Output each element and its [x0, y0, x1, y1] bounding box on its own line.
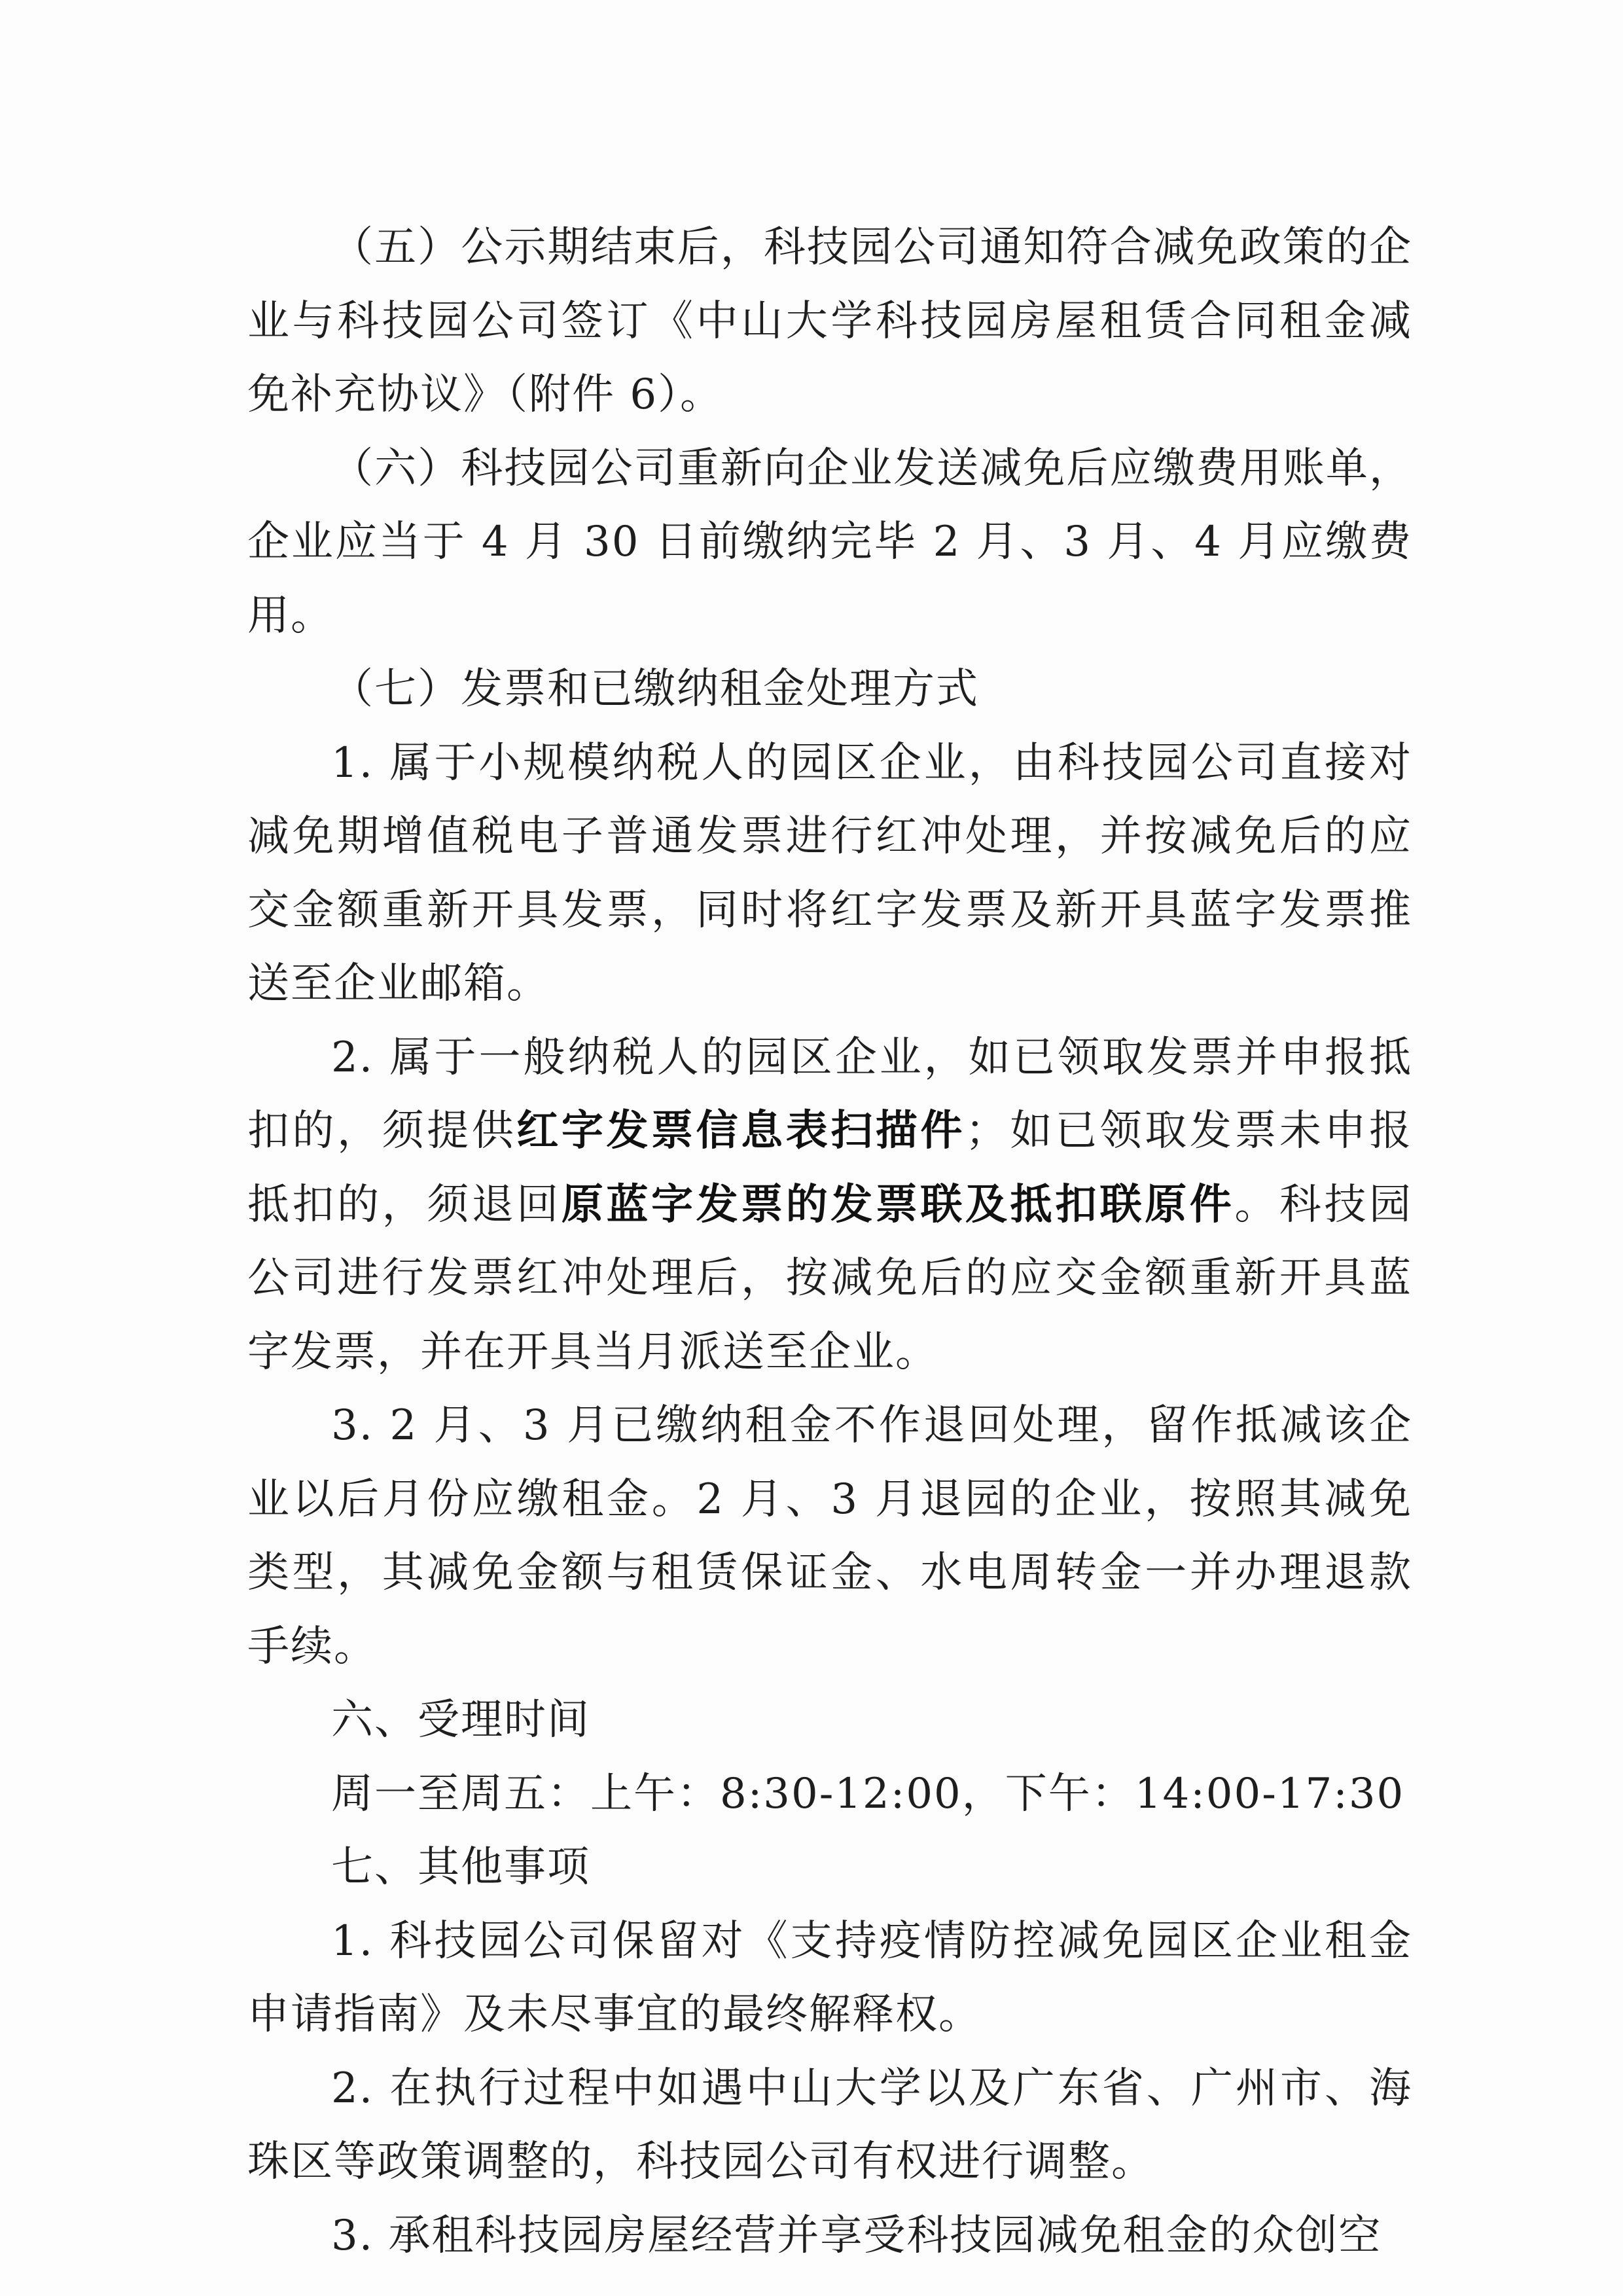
paragraph-incubator-spaces: 3. 承租科技园房屋经营并享受科技园减免租金的众创空 — [331, 2211, 1382, 2260]
paragraph-paid-rent-handling: 3. 2 月、3 月已缴纳租金不作退回处理，留作抵减该企业以后月份应缴租金。2 月、3 月退园的企业，按照其减免类型，其减免金额与租赁保证金、水电周转金一并办理退款手续。 — [247, 1401, 1412, 1671]
paragraph-text-part: ；如已领取发票未申报抵扣的，须退回 — [247, 1107, 1413, 1229]
paragraph-office-hours: 周一至周五：上午：8:30-12:00，下午：14:00-17:30 — [331, 1769, 1405, 1818]
paragraph-text-part: 。科技园公司进行发票红冲处理后，按减免后的应交金额重新开具蓝字发票，并在开具当月派送至企业。 — [247, 1180, 1413, 1376]
paragraph-text-part: 2. 属于一般纳税人的园区企业，如已领取发票并申报抵扣的，须提供 — [247, 1033, 1412, 1155]
paragraph-section-5: （五）公示期结束后，科技园公司通知符合减免政策的企业与科技园公司签订《中山大学科技园房屋租赁合同租金减免补充协议》（附件 6）。 — [247, 223, 1412, 419]
paragraph-invoice-small-taxpayer: 1. 属于小规模纳税人的园区企业，由科技园公司直接对减免期增值税电子普通发票进行红冲处理，并按减免后的应交金额重新开具发票，同时将红字发票及新开具蓝字发票推送至企业邮箱。 — [247, 738, 1412, 1008]
heading-other-matters: 七、其他事项 — [331, 1843, 590, 1892]
paragraph-policy-adjustment: 2. 在执行过程中如遇中山大学以及广东省、广州市、海珠区等政策调整的，科技园公司有权进行调整。 — [247, 2064, 1412, 2186]
paragraph-section-7-heading: （七）发票和已缴纳租金处理方式 — [331, 665, 979, 713]
paragraph-section-6: （六）科技园公司重新向企业发送减免后应缴费用账单，企业应当于 4 月 30 日前缴纳完毕 2 月、3 月、4 月应缴费用。 — [247, 444, 1412, 640]
paragraph-interpretation-right: 1. 科技园公司保留对《支持疫情防控减免园区企业租金申请指南》及未尽事宜的最终解释权。 — [247, 1916, 1412, 2039]
heading-acceptance-time: 六、受理时间 — [331, 1696, 590, 1744]
document-body — [247, 211, 1412, 2272]
bold-original-blue-invoice: 原蓝字发票的发票联及抵扣联原件 — [561, 1180, 1235, 1229]
paragraph-invoice-general-taxpayer — [247, 1021, 1412, 1390]
bold-red-invoice-scan: 红字发票信息表扫描件 — [516, 1107, 965, 1155]
